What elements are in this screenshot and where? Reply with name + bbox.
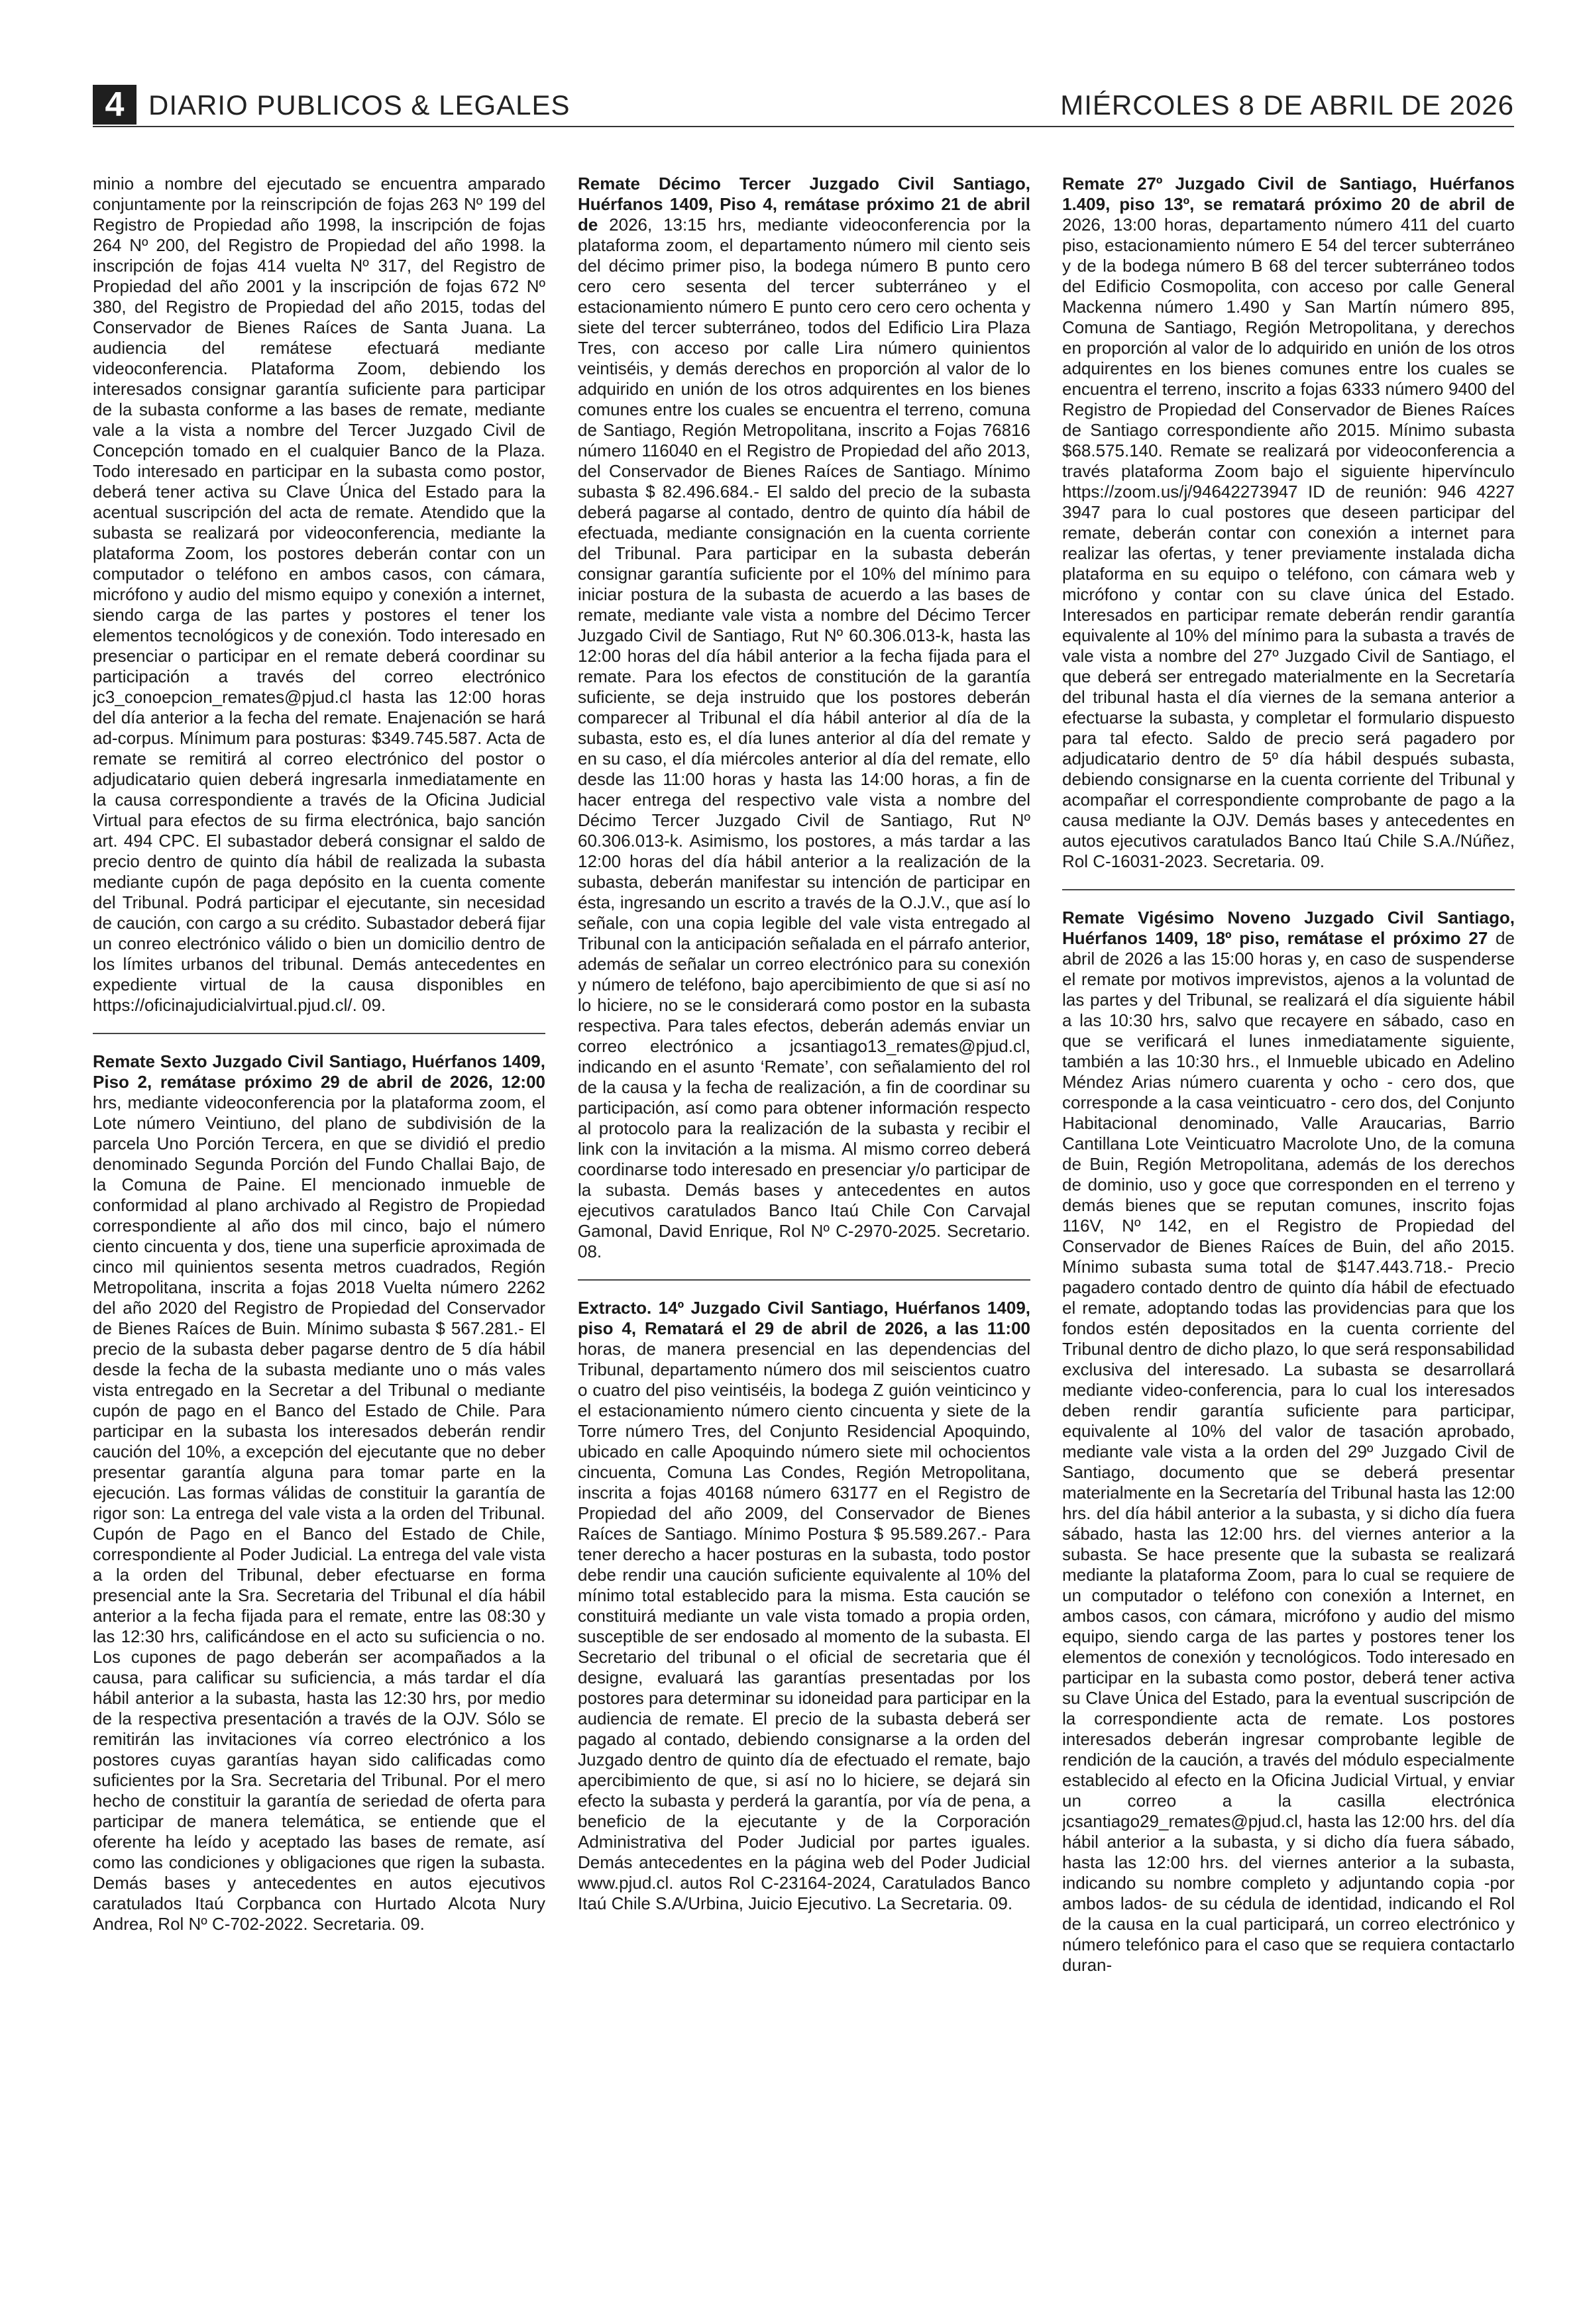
notice-body: 2026, 13:15 hrs, mediante videoconferencia por la plataforma zoom, el departamento número mil ciento seis del décimo primer piso, la bodega número B punto cero cero cero sesenta del tercer subterráneo y el estacionamiento número E punto cero cero cero ochenta y siete del tercer subterráneo, todos del Edificio Lira Plaza Tres, con acceso por calle Lira número quinientos veintiséis, y demás derechos en proporción al valor de lo adquirido en unión de los otros adquirentes en los bienes comunes entre los cuales se encuentra el terreno, comuna de Santiago, Región Metropolitana, inscrito a Fojas 76816 número 116040 en el Registro de Propiedad del año 2013, del Conservador de Bienes Raíces de Santiago. Mínimo subasta $ 82.496.684.- El saldo del precio de la subasta deberá pagarse al contado, dentro de quinto día hábil de efectuada, mediante consignación en la cuenta corriente del Tribunal. Para participar en la subasta deberán consignar garantía suficiente por el 10% del mínimo para iniciar postura de la subasta de acuerdo a las bases de remate, mediante vale vista a nombre del Décimo Tercer Juzgado Civil de Santiago, Rut Nº 60.306.013-k, hasta las 12:00 horas del día hábil anterior a la fecha fijada para el remate. Para los efectos de constitución de la garantía suficiente, se deja instruido que los postores deberán comparecer al Tribunal el día hábil anterior al día de la subasta, esto es, el día lunes anterior al día del remate y en su caso, el día miércoles anterior al día del remate, ello desde las 11:00 horas y hasta las 14:00 horas, a fin de hacer entrega del respectivo vale vista a nombre del Décimo Tercer Juzgado Civil de Santiago, Rut Nº 60.306.013-k. Asimismo, los postores, a más tardar a las 12:00 horas del día hábil anterior a la realización de la subasta, deberán manifestar su intención de participar en ésta, ingresando un escrito a través de la O.J.V., que así lo señale, con una copia legible del vale vista entregado al Tribunal con la anticipación señalada en el párrafo anterior, además de señalar un correo electrónico para su conexión y número de teléfono, bajo apercibimiento de que si así no lo hiciere, no se le considerará como postor en la subasta respectiva. Para tales efectos, deberán además enviar un correo electrónico a jcsantiago13_remates@pjud.cl, indicando en el asunto ‘Remate’, con señalamiento del rol de la causa y la fecha de realización, a fin de coordinar su participación, así como para obtener información respecto al protocolo para la realización de la subasta y recibir el link con la invitación a la misma. Al mismo correo deberá coordinarse todo interesado en presenciar y/o participar de la subasta. Demás bases y antecedentes en autos ejecutivos caratulados Banco Itaú Chile Con Carvajal Gamonal, David Enrique, Rol Nº C-2970-2025. Secretario. 08. bbox=[578, 215, 1030, 1261]
notice-separator bbox=[1062, 889, 1515, 890]
notice-separator bbox=[93, 1033, 545, 1034]
page-number: 4 bbox=[93, 85, 136, 125]
notice-heading: Remate Décimo Tercer Juzgado Civil Santiago, Huérfanos 1409, Piso 4, remátase próximo 21 de abril de bbox=[578, 174, 1030, 235]
notice-body: minio a nombre del ejecutado se encuentra amparado conjuntamente por la reinscripción de fojas 263 Nº 199 del Registro de Propiedad año 1998, la inscripción de fojas 264 Nº 200, del Registro de Propiedad del año 1998. la inscripción de fojas 414 vuelta Nº 317, del Registro de Propiedad del año 2001 y la inscripción de fojas 672 Nº 380, del Registro de Propiedad del año 2015, todas del Conservador de Bienes Raíces de Santa Juana. La audiencia del remátese efectuará mediante videoconferencia. Plataforma Zoom, debiendo los interesados consignar garantía suficiente para participar de la subasta conforme a las bases de remate, mediante vale a la vista a nombre del Tercer Juzgado Civil de Concepción tomado en el cualquier Banco de la Plaza. Todo interesado en participar en la subasta como postor, deberá tener activa su Clave Única del Estado para la acentual suscripción del acta de remate. Atendido que la subasta se realizará por videoconferencia, mediante la plataforma Zoom, los postores deberán contar con un computador o teléfono en ambos casos, con cámara, micrófono y audio del mismo equipo y conexión a internet, siendo carga de las partes y postores el tener los elementos tecnológicos y de conexión. Todo interesado en presenciar o participar en el remate deberá coordinar su participación a través del correo electrónico jc3_conoepcion_remates@pjud.cl hasta las 12:00 horas del día anterior a la fecha del remate. Enajenación se hará ad-corpus. Mínimum para posturas: $349.745.587. Acta de remate se remitirá al correo electrónico del postor o adjudicatario quien deberá ingresarla inmediatamente en la causa correspondiente a través de la Oficina Judicial Virtual para efectos de su firma electrónica, bajo sanción art. 494 CPC. El subastador deberá consignar el saldo de precio dentro de quinto día hábil de realizada la subasta mediante cupón de paga depósito en la cuenta comente del Tribunal. Podrá participar el ejecutante, sin necesidad de caución, con cargo a su crédito. Subastador deberá fijar un conreo electrónico válido o bien un domicilio dentro de los límites urbanos del tribunal. Demás antecedentes en expediente virtual de la causa disponibles en https://oficinajudicialvirtual.pjud.cl/. 09. bbox=[93, 174, 545, 1015]
column-2 bbox=[578, 174, 1030, 2254]
notice-heading: Extracto. 14º Juzgado Civil Santiago, Huérfanos 1409, piso 4, Rematará el 29 de abril de 2026, a las 11:00 bbox=[578, 1298, 1030, 1338]
notice bbox=[578, 174, 1030, 1262]
notice bbox=[1062, 908, 1515, 1976]
column-1 bbox=[93, 174, 545, 2254]
notice-body: 2026, 13:00 horas, departamento número 411 del cuarto piso, estacionamiento número E 54 del tercer subterráneo y de la bodega número B 68 del tercer subterráneo todos del Edificio Cosmopolita, con acceso por calle General Mackenna número 1.490 y San Martín número 895, Comuna de Santiago, Región Metropolitana, y derechos en proporción al valor de lo adquirido en unión de los otros adquirentes en los bienes comunes entre los cuales se encuentra el terreno, inscrito a fojas 6333 número 9400 del Registro de Propiedad del Conservador de Bienes Raíces de Santiago correspondiente año 2015. Mínimo subasta $68.575.140. Remate se realizará por videoconferencia a través plataforma Zoom bajo el siguiente hipervínculo https://zoom.us/j/94642273947 ID de reunión: 946 4227 3947 para lo cual postores que deseen participar del remate, deberán contar con conexión a internet para realizar las ofertas, y tener previamente instalada dicha plataforma en su equipo o teléfono, con cámara web y micrófono y contar con su clave única del Estado. Interesados en participar remate deberán rendir garantía equivalente al 10% del mínimo para la subasta a través de vale vista a nombre del 27º Juzgado Civil de Santiago, el que deberá ser entregado materialmente en la Secretaría del tribunal hasta el día viernes de la semana anterior a efectuarse la subasta, y completar el formulario dispuesto para tal efecto. Saldo de precio será pagadero por adjudicatario dentro de 5º día hábil después subasta, debiendo consignarse en la cuenta corriente del Tribunal y acompañar el correspondiente comprobante de pago a la causa mediante la OJV. Demás bases y antecedentes en autos ejecutivos caratulados Banco Itaú Chile S.A./Núñez, Rol C-16031-2023. Secretaria. 09. bbox=[1062, 215, 1515, 871]
notice bbox=[93, 1051, 545, 1934]
notice bbox=[93, 174, 545, 1016]
notice bbox=[1062, 174, 1515, 872]
notice-heading: Remate Vigésimo Noveno Juzgado Civil Santiago, Huérfanos 1409, 18º piso, remátase el próximo 27 bbox=[1062, 908, 1515, 948]
notice-body: horas, de manera presencial en las dependencias del Tribunal, departamento número dos mil seiscientos cuatro o cuatro del piso veintiséis, la bodega Z guión veinticinco y el estacionamiento número ciento cincuenta y siete de la Torre número Tres, del Conjunto Residencial Apoquindo, ubicado en calle Apoquindo número siete mil ochocientos cincuenta, Comuna Las Condes, Región Metropolitana, inscrita a fojas 40168 número 63177 en el Registro de Propiedad del año 2009, del Conservador de Bienes Raíces de Santiago. Mínimo Postura $ 95.589.267.- Para tener derecho a hacer posturas en la subasta, todo postor debe rendir una caución suficiente equivalente al 10% del mínimo total establecido para la misma. Esta caución se constituirá mediante un vale vista tomado a propia orden, susceptible de ser endosado al momento de la subasta. El Secretario del tribunal o el oficial de secretaria que él designe, evaluará las garantías presentadas por los postores para determinar su idoneidad para participar en la audiencia de remate. El precio de la subasta deberá ser pagado al contado, debiendo consignarse a la orden del Juzgado dentro de quinto día de efectuado el remate, bajo apercibimiento de que, si así no lo hiciere, se dejará sin efecto la subasta y perderá la garantía, por vía de pena, a beneficio de la ejecutante y de la Corporación Administrativa del Poder Judicial por partes iguales. Demás antecedentes en la página web del Poder Judicial www.pjud.cl. autos Rol C-23164-2024, Caratulados Banco Itaú Chile S.A/Urbina, Juicio Ejecutivo. La Secretaria. 09. bbox=[578, 1339, 1030, 1913]
notice-heading: Remate Sexto Juzgado Civil Santiago, Huérfanos 1409, Piso 2, remátase próximo 29 de abril de 2026, 12:00 bbox=[93, 1051, 545, 1092]
notice-heading: Remate 27º Juzgado Civil de Santiago, Huérfanos 1.409, piso 13º, se rematará próximo 20 de abril de bbox=[1062, 174, 1515, 214]
column-3 bbox=[1062, 174, 1515, 2254]
publication-name: DIARIO PUBLICOS & LEGALES bbox=[148, 89, 571, 121]
notice bbox=[578, 1298, 1030, 1914]
notice-body: de abril de 2026 a las 15:00 horas y, en caso de suspenderse el remate por motivos imprevistos, ajenos a la voluntad de las partes y del Tribunal, se realizará el día siguiente hábil a las 10:30 hrs, salvo que recayere en sábado, caso en que se verificará el lunes inmediatamente siguiente, también a las 10:30 hrs., el Inmueble ubicado en Adelino Méndez Arias número cuarenta y ocho - cero dos, que corresponde a la casa veinticuatro - cero dos, del Conjunto Habitacional denominado, Valle Araucarias, Barrio Cantillana Lote Veinticuatro Macrolote Uno, de la comuna de Buin, Región Metropolitana, además de los derechos de dominio, uso y goce que corresponden en el terreno y demás bienes que se reputan comunes, inscrito fojas 116V, Nº 142, en el Registro de Propiedad del Conservador de Bienes Raíces de Buin, del año 2015. Mínimo subasta suma total de $147.443.718.- Precio pagadero contado dentro de quinto día hábil de efectuado el remate, adoptando todas las providencias para que los fondos estén depositados en la cuenta corriente del Tribunal dentro de dicho plazo, lo que será responsabilidad exclusiva del interesado. La subasta se desarrollará mediante video-conferencia, para lo cual los interesados deben rendir garantía suficiente para participar, equivalente al 10% del valor de tasación aprobado, mediante vale vista a la orden del 29º Juzgado Civil de Santiago, documento que se deberá presentar materialmente en la Secretaría del Tribunal hasta las 12:00 hrs. del día hábil anterior a la subasta, y si dicho día fuera sábado, hasta las 12:00 hrs. del viernes anterior a la subasta. Se hace presente que la subasta se realizará mediante la plataforma Zoom, para lo cual se requiere de un computador o teléfono con conexión a Internet, en ambos casos, con cámara, micrófono y audio del mismo equipo, siendo carga de las partes y postores tener los elementos de conexión y tecnológicos. Todo interesado en participar en la subasta como postor, deberá tener activa su Clave Única del Estado, para la eventual suscripción de la correspondiente acta de remate. Los postores interesados deberán ingresar comprobante legible de rendición de la caución, a través del módulo especialmente establecido al efecto en la Oficina Judicial Virtual, y enviar un correo a la casilla electrónica jcsantiago29_remates@pjud.cl, hasta las 12:00 hrs. del día hábil anterior a la subasta, y si dicho día fuera sábado, hasta las 12:00 hrs. del viernes anterior a la subasta, indicando su nombre completo y adjuntando copia -por ambos lados- de su cédula de identidad, indicando el Rol de la causa en la cual participará, un correo electrónico y número telefónico para el caso que se requiera contactarlo duran- bbox=[1062, 928, 1515, 1975]
notice-separator bbox=[578, 1279, 1030, 1281]
publication-date: MIÉRCOLES 8 DE ABRIL DE 2026 bbox=[1060, 89, 1514, 121]
notice-body: hrs, mediante videoconferencia por la plataforma zoom, el Lote número Veintiuno, del plano de subdivisión de la parcela Uno Porción Tercera, en que se dividió el predio denominado Segunda Porción del Fundo Challai Bajo, de la Comuna de Paine. El mencionado inmueble de conformidad al plano archivado al Registro de Propiedad correspondiente al año dos mil cinco, bajo el número ciento cincuenta y dos, tiene una superficie aproximada de cinco mil quinientos sesenta metros cuadrados, Región Metropolitana, inscrita a fojas 2018 Vuelta número 2262 del año 2020 del Registro de Propiedad del Conservador de Bienes Raíces de Buin. Mínimo subasta $ 567.281.- El precio de la subasta deber pagarse dentro de 5 día hábil desde la fecha de la subasta mediante uno o más vales vista entregado en la Secretar a del Tribunal o mediante cupón de pago en el Banco del Estado de Chile. Para participar en la subasta los interesados deberán rendir caución del 10%, a excepción del ejecutante que no deber presentar garantía alguna para tomar parte en la ejecución. Las formas válidas de constituir la garantía de rigor son: La entrega del vale vista a la orden del Tribunal. Cupón de Pago en el Banco del Estado de Chile, correspondiente al Poder Judicial. La entrega del vale vista a la orden del Tribunal, deber efectuarse en forma presencial ante la Sra. Secretaria del Tribunal el día hábil anterior a la fecha fijada para el remate, entre las 08:30 y las 12:30 hrs, calificándose en el acto su suficiencia o no. Los cupones de pago deberán ser acompañados a la causa, para calificar su suficiencia, a más tardar el día hábil anterior a la subasta, hasta las 12:30 hrs, por medio de la respectiva presentación a través de la OJV. Sólo se remitirán las invitaciones vía correo electrónico a los postores cuyas garantías hayan sido calificadas como suficientes por la Sra. Secretaria del Tribunal. Por el mero hecho de constituir la garantía de seriedad de oferta para participar de manera telemática, se entiende que el oferente ha leído y aceptado las bases de remate, así como las condiciones y obligaciones que rigen la subasta. Demás bases y antecedentes en autos ejecutivos caratulados Itaú Corpbanca con Hurtado Alcota Nury Andrea, Rol Nº C-702-2022. Secretaria. 09. bbox=[93, 1092, 545, 1934]
page-header bbox=[93, 85, 1514, 125]
header-rule bbox=[93, 126, 1514, 127]
